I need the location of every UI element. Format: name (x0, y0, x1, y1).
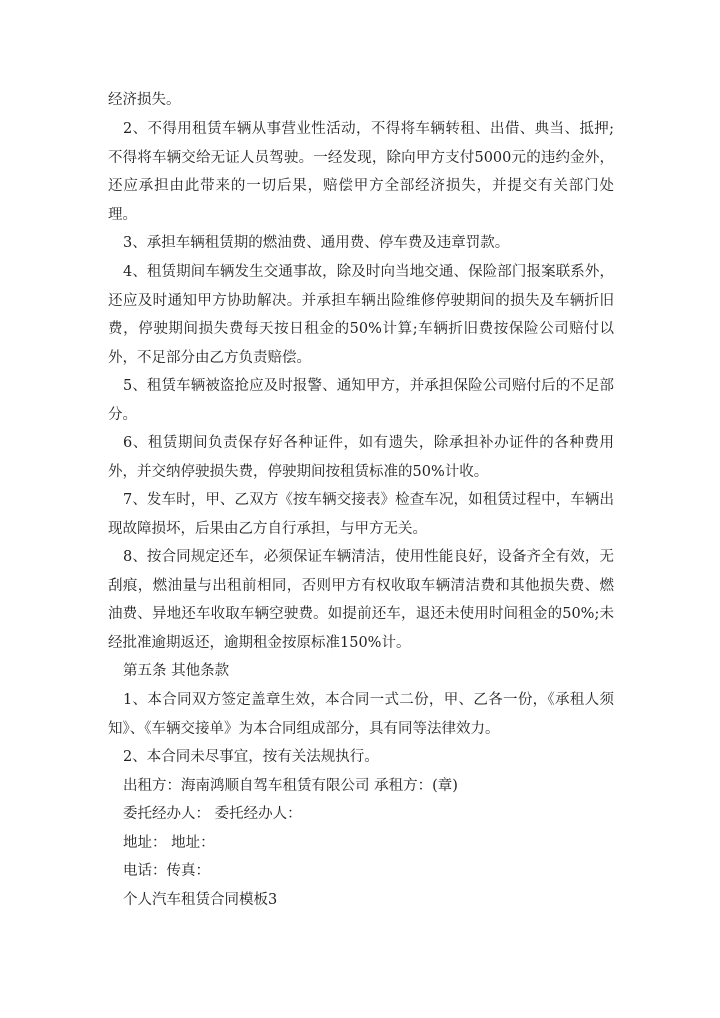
signature-parties-line: 出租方：海南鸿顺自驾车租赁有限公司 承租方：(章) (123, 778, 458, 794)
paragraph-clause-2: 2、不得用租赁车辆从事营业性活动，不得将车辆转租、出借、典当、抵押;不得将车辆交给无证人员驾驶。一经发现，除向甲方支付5000元的违约金外，还应承担由此带来的一切后果，赔偿甲方全部经济损失，并提交有关部门处理。 (108, 121, 614, 223)
paragraph-other-clause-1: 1、本合同双方签定盖章生效，本合同一式二份，甲、乙各一份，《承租人须知》、《车辆交接单》为本合同组成部分，具有同等法律效力。 (108, 692, 614, 737)
section-heading-article-5: 第五条 其他条款 (123, 663, 230, 679)
paragraph-clause-8: 8、按合同规定还车，必须保证车辆清洁，使用性能良好，设备齐全有效，无刮痕，燃油量与出租前相同，否则甲方有权收取车辆清洁费和其他损失费、燃油费、异地还车收取车辆空驶费。如提前还车，退还未使用时间租金的50%;未经批准逾期返还，逾期租金按原标准150%计。 (108, 549, 614, 651)
address-line: 地址： 地址： (123, 835, 215, 851)
paragraph-clause-6: 6、租赁期间负责保存好各种证件，如有遗失，除承担补办证件的各种费用外，并交纳停驶损失费，停驶期间按租赁标准的50%计收。 (108, 435, 614, 480)
paragraph-clause-5: 5、租赁车辆被盗抢应及时报警、通知甲方，并承担保险公司赔付后的不足部分。 (108, 378, 614, 423)
phone-fax-line: 电话：传真： (123, 863, 210, 879)
paragraph-economic-loss: 经济损失。 (108, 92, 181, 108)
template-title-3: 个人汽车租赁合同模板3 (123, 892, 278, 908)
agent-line: 委托经办人： 委托经办人： (123, 806, 302, 822)
paragraph-other-clause-2: 2、本合同未尽事宜，按有关法规执行。 (123, 749, 379, 765)
paragraph-clause-4: 4、租赁期间车辆发生交通事故，除及时向当地交通、保险部门报案联系外，还应及时通知甲方协助解决。并承担车辆出险维修停驶期间的损失及车辆折旧费，停驶期间损失费每天按日租金的50%计算;车辆折旧费按保险公司赔付以外，不足部分由乙方负责赔偿。 (108, 264, 614, 366)
paragraph-clause-3: 3、承担车辆租赁期的燃油费、通用费、停车费及违章罚款。 (123, 235, 510, 251)
paragraph-clause-7: 7、发车时，甲、乙双方《按车辆交接表》检查车况，如租赁过程中，车辆出现故障损坏，后果由乙方自行承担，与甲方无关。 (108, 492, 614, 537)
